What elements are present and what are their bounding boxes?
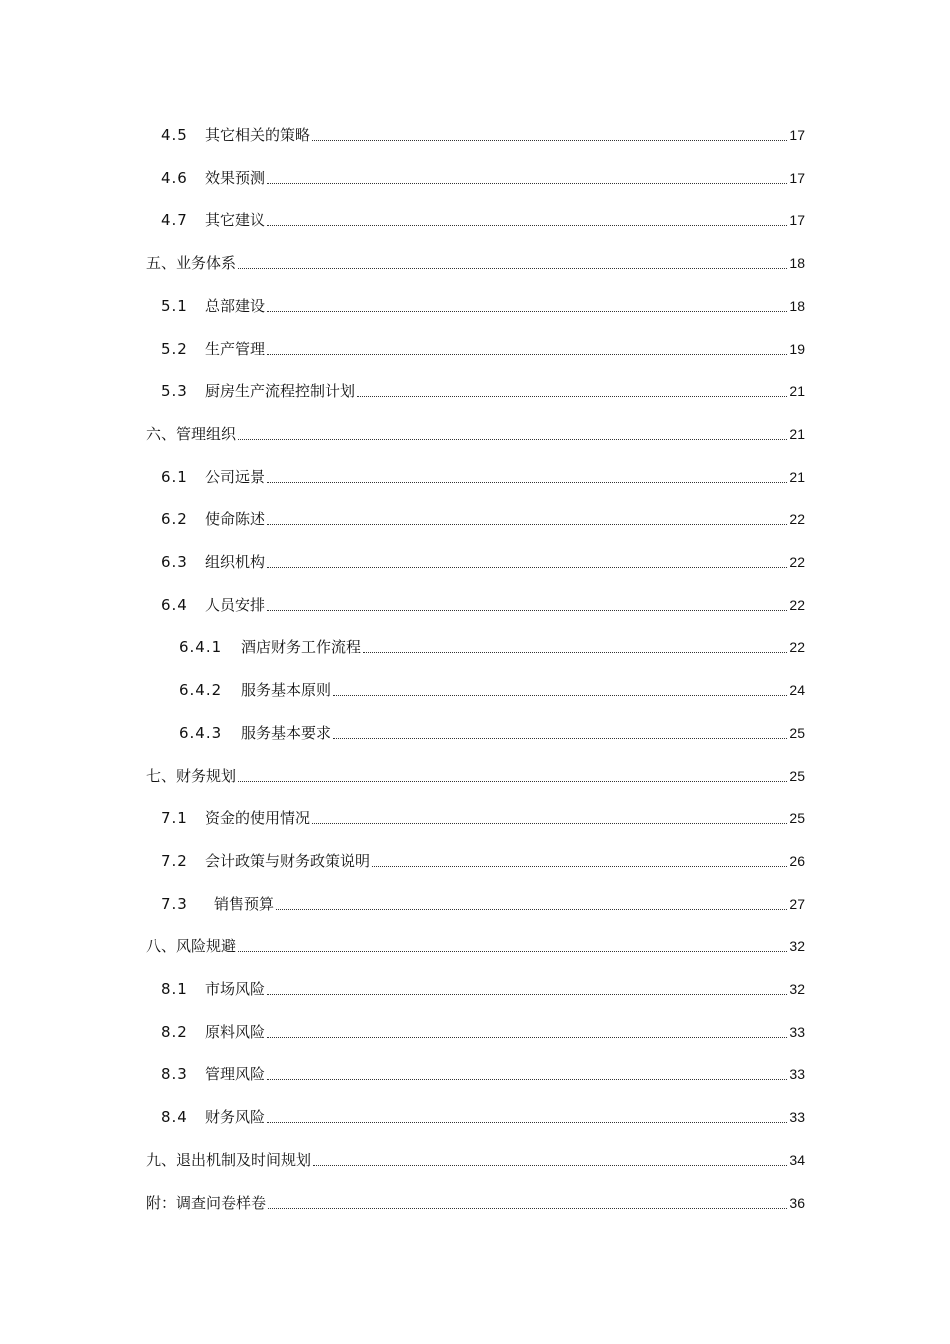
- toc-dot-leader: [313, 1164, 787, 1166]
- toc-entry-number: 6.3: [161, 553, 188, 571]
- toc-entry-label: [161, 1107, 265, 1127]
- toc-page-number: 36: [789, 1194, 805, 1211]
- toc-entry[interactable]: [0, 329, 950, 359]
- toc-entry-number: 6.4.3: [179, 723, 223, 742]
- toc-entry[interactable]: [0, 756, 950, 786]
- toc-entry[interactable]: [0, 841, 950, 871]
- toc-entry-label: [161, 125, 310, 145]
- toc-dot-leader: [268, 1207, 787, 1209]
- toc-page-number: 24: [789, 682, 805, 699]
- toc-entry[interactable]: [0, 1183, 950, 1213]
- toc-entry-number: 6.1: [161, 467, 188, 486]
- toc-entry-number: 7.2: [161, 851, 188, 870]
- toc-page-number: 33: [789, 1066, 805, 1083]
- toc-entry-title: 公司远景: [205, 467, 266, 486]
- toc-entry-title: 原料风险: [205, 1022, 266, 1041]
- toc-entry-number: 4.7: [161, 211, 188, 230]
- toc-dot-leader: [267, 182, 787, 184]
- toc-entry-title: 五、业务体系: [146, 254, 237, 273]
- toc-dot-leader: [267, 1036, 787, 1038]
- toc-entry-title: 酒店财务工作流程: [241, 638, 362, 657]
- toc-entry[interactable]: [0, 798, 950, 828]
- toc-entry-label: [161, 979, 265, 999]
- toc-entry-label: [146, 1193, 266, 1213]
- toc-page-number: 21: [789, 425, 805, 442]
- toc-entry-label: [161, 808, 310, 828]
- toc-entry-number: 4.5: [161, 126, 188, 144]
- toc-entry-title: 资金的使用情况: [205, 809, 311, 828]
- toc-dot-leader: [267, 609, 787, 611]
- toc-dot-leader: [276, 908, 787, 910]
- toc-dot-leader: [267, 310, 787, 312]
- toc-page-number: 27: [789, 895, 805, 912]
- toc-dot-leader: [267, 224, 787, 226]
- toc-dot-leader: [267, 481, 787, 483]
- toc-entry[interactable]: [0, 1140, 950, 1170]
- toc-entry-number: 5.2: [161, 339, 188, 358]
- toc-entry-title: 其它建议: [205, 211, 266, 230]
- toc-page-number: 33: [789, 1023, 805, 1040]
- toc-entry-label: [161, 168, 265, 188]
- toc-dot-leader: [238, 267, 787, 269]
- toc-entry-label: [146, 936, 236, 956]
- toc-entry[interactable]: [0, 371, 950, 401]
- toc-dot-leader: [267, 1078, 787, 1080]
- toc-entry-label: [161, 552, 265, 572]
- toc-entry-label: [161, 296, 265, 316]
- toc-dot-leader: [312, 139, 787, 141]
- toc-entry[interactable]: [0, 414, 950, 444]
- toc-entry-title: 六、管理组织: [146, 424, 237, 443]
- toc-entry[interactable]: [0, 670, 950, 700]
- toc-entry-label: [161, 894, 274, 914]
- toc-entry-title: 市场风险: [205, 980, 266, 998]
- toc-entry-title: 财务风险: [205, 1108, 266, 1127]
- toc-entry-title: 销售预算: [214, 894, 275, 913]
- toc-entry-number: 8.1: [161, 980, 188, 998]
- toc-dot-leader: [267, 993, 787, 995]
- toc-entry-label: [161, 851, 370, 871]
- toc-entry-number: 7.1: [161, 809, 188, 828]
- toc-dot-leader: [238, 950, 787, 952]
- toc-entry-number: 4.6: [161, 168, 188, 187]
- toc-entry-label: [161, 1064, 265, 1084]
- toc-entry[interactable]: [0, 713, 950, 743]
- toc-entry[interactable]: [0, 884, 950, 914]
- toc-entry[interactable]: [0, 585, 950, 615]
- toc-page-number: 22: [789, 596, 805, 613]
- toc-page-number: 32: [789, 981, 805, 997]
- toc-entry-label: [146, 424, 236, 444]
- toc-dot-leader: [357, 395, 787, 397]
- toc-page-number: 25: [789, 810, 805, 827]
- toc-entry-title: 使命陈述: [205, 510, 266, 529]
- toc-page-number: 18: [789, 297, 805, 314]
- toc-dot-leader: [267, 523, 787, 525]
- toc-page-number: 19: [789, 340, 805, 357]
- toc-page-number: 22: [789, 639, 805, 656]
- toc-entry[interactable]: [0, 158, 950, 188]
- toc-entry[interactable]: [0, 286, 950, 316]
- toc-entry-title: 总部建设: [205, 296, 266, 315]
- toc-entry-title: 七、财务规划: [146, 766, 237, 785]
- toc-entry-number: 6.4: [161, 595, 188, 614]
- toc-entry-label: [161, 509, 265, 529]
- toc-page-number: 17: [789, 127, 805, 143]
- toc-dot-leader: [372, 865, 787, 867]
- toc-dot-leader: [238, 780, 787, 782]
- toc-dot-leader: [333, 694, 787, 696]
- toc-page-number: 22: [789, 511, 805, 528]
- toc-entry-title: 服务基本要求: [241, 723, 332, 742]
- toc-entry-title: 效果预测: [205, 168, 266, 187]
- toc-entry-label: [146, 253, 236, 273]
- toc-entry-number: 8.3: [161, 1065, 188, 1084]
- toc-dot-leader: [267, 1121, 787, 1123]
- toc-entry-title: 管理风险: [205, 1065, 266, 1084]
- toc-entry-number: 6.4.2: [179, 681, 223, 700]
- toc-entry[interactable]: [0, 1097, 950, 1127]
- toc-dot-leader: [238, 438, 787, 440]
- toc-entry-label: [161, 1022, 265, 1042]
- toc-entry[interactable]: [0, 926, 950, 956]
- toc-entry[interactable]: [0, 969, 950, 999]
- toc-dot-leader: [267, 353, 787, 355]
- toc-entry[interactable]: [0, 200, 950, 230]
- toc-entry-label: [161, 595, 265, 615]
- toc-entry-label: [179, 723, 331, 743]
- toc-page-number: 26: [789, 852, 805, 869]
- toc-entry[interactable]: [0, 499, 950, 529]
- toc-page-number: 32: [789, 938, 805, 955]
- toc-entry-label: [161, 381, 355, 401]
- toc-page-number: 21: [789, 383, 805, 400]
- toc-entry-title: 人员安排: [205, 595, 266, 614]
- toc-entry-title: 八、风险规避: [146, 937, 237, 956]
- toc-page-number: 17: [789, 212, 805, 229]
- toc-entry-title: 其它相关的策略: [205, 126, 311, 144]
- toc-entry-title: 附：调查问卷样卷: [146, 1193, 267, 1212]
- toc-entry-title: 九、退出机制及时间规划: [146, 1150, 312, 1169]
- toc-page-number: 21: [789, 468, 805, 485]
- toc-entry-number: 8.2: [161, 1022, 188, 1041]
- toc-page-number: 17: [789, 169, 805, 186]
- toc-page-number: 25: [789, 724, 805, 741]
- toc-entry-label: [161, 210, 265, 230]
- toc-entry-title: 厨房生产流程控制计划: [205, 382, 356, 401]
- toc-entry-title: 服务基本原则: [241, 681, 332, 700]
- toc-page-number: 25: [789, 767, 805, 784]
- toc-entry-label: [179, 637, 361, 657]
- toc-entry[interactable]: [0, 243, 950, 273]
- toc-entry-label: [179, 680, 331, 700]
- toc-entry[interactable]: [0, 627, 950, 657]
- toc-entry[interactable]: [0, 542, 950, 572]
- toc-dot-leader: [363, 651, 787, 653]
- toc-dot-leader: [267, 566, 787, 568]
- toc-entry-number: 6.4.1: [179, 638, 223, 657]
- toc-entry[interactable]: [0, 1012, 950, 1042]
- toc-page-number: 22: [789, 554, 805, 570]
- toc-dot-leader: [333, 737, 787, 739]
- toc-entry[interactable]: [0, 1054, 950, 1084]
- toc-entry-number: 5.3: [161, 382, 188, 401]
- toc-entry[interactable]: [0, 115, 950, 145]
- toc-entry-title: 组织机构: [205, 553, 266, 571]
- toc-entry-number: 8.4: [161, 1108, 188, 1127]
- toc-page-number: 33: [789, 1109, 805, 1126]
- toc-entry-label: [146, 1150, 311, 1170]
- toc-entry-label: [161, 339, 265, 359]
- toc-page-number: 18: [789, 255, 805, 272]
- toc-entry-label: [161, 467, 265, 487]
- toc-entry[interactable]: [0, 457, 950, 487]
- toc-entry-number: 7.3: [161, 894, 188, 913]
- toc-entry-number: 5.1: [161, 296, 188, 315]
- toc-entry-label: [146, 766, 236, 786]
- toc-entry-number: 6.2: [161, 510, 188, 529]
- toc-entry-title: 生产管理: [205, 339, 266, 358]
- toc-page-number: 34: [789, 1151, 805, 1168]
- toc-entry-title: 会计政策与财务政策说明: [205, 851, 371, 870]
- toc-dot-leader: [312, 822, 787, 824]
